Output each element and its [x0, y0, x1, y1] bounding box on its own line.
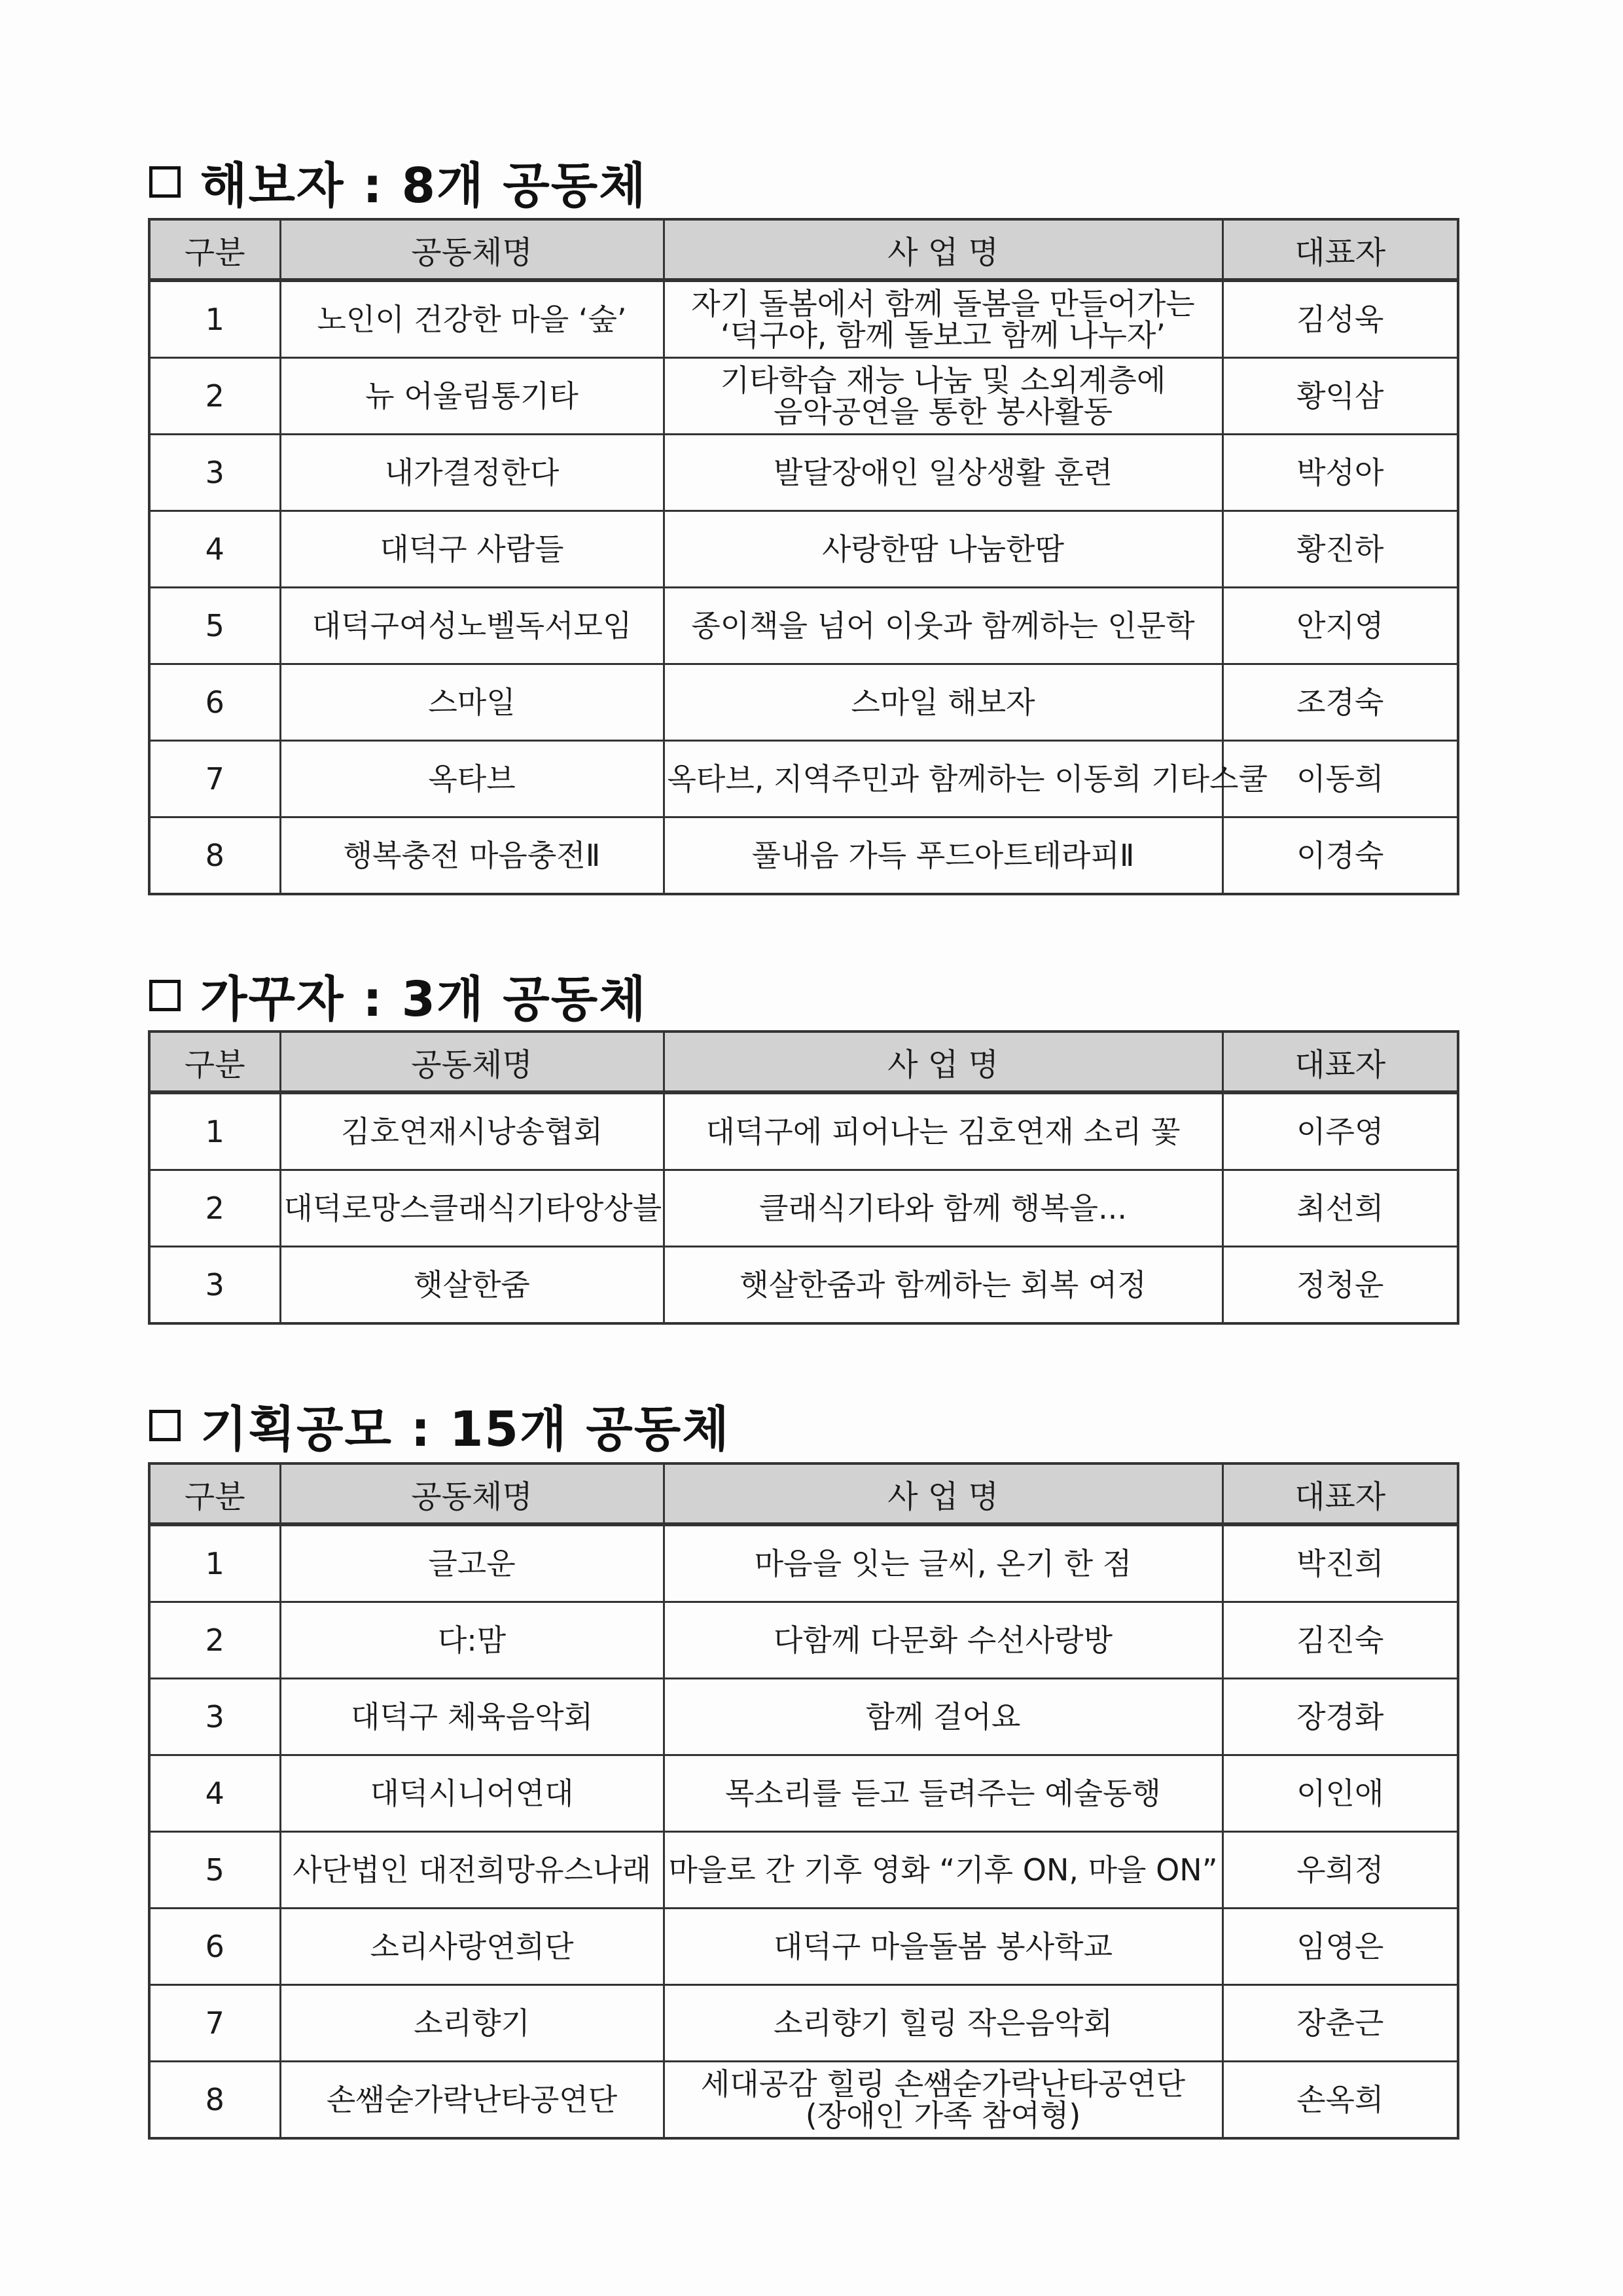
section-title-gakkuja: [149, 961, 647, 1030]
cell-rep: 손옥희: [1222, 2062, 1458, 2139]
cell-name: 스마일: [280, 664, 664, 741]
cell-name: 대덕시니어연대: [280, 1755, 664, 1832]
table-row: [149, 1524, 1458, 1602]
cell-project: 세대공감 힐링 손쌤숟가락난타공연단 (장애인 가족 참여형): [664, 2062, 1222, 2139]
cell-rep: 임영은: [1222, 1909, 1458, 1985]
cell-no: 3: [149, 1247, 280, 1324]
cell-no: 6: [149, 1909, 280, 1985]
table-row: [149, 1832, 1458, 1909]
cell-name: 소리향기: [280, 1985, 664, 2062]
cell-project: 스마일 해보자: [664, 664, 1222, 741]
cell-project: 풀내음 가득 푸드아트테라피Ⅱ: [664, 817, 1222, 895]
table-row: [149, 1092, 1458, 1170]
cell-rep: 이인애: [1222, 1755, 1458, 1832]
cell-name: 김호연재시낭송협회: [280, 1092, 664, 1170]
cell-project: 햇살한줌과 함께하는 회복 여정: [664, 1247, 1222, 1324]
cell-rep: 박성아: [1222, 435, 1458, 511]
cell-name: 대덕구여성노벨독서모임: [280, 588, 664, 664]
header-rep: 대표자: [1222, 1031, 1458, 1092]
cell-rep: 황익삼: [1222, 358, 1458, 435]
table-header-row: [149, 1031, 1458, 1092]
cell-project: 목소리를 듣고 들려주는 예술동행: [664, 1755, 1222, 1832]
cell-rep: 조경숙: [1222, 664, 1458, 741]
table-row: [149, 1755, 1458, 1832]
cell-name: 소리사랑연희단: [280, 1909, 664, 1985]
cell-rep: 이동희: [1222, 741, 1458, 817]
table-header-row: [149, 219, 1458, 280]
cell-no: 1: [149, 1092, 280, 1170]
cell-no: 8: [149, 817, 280, 895]
checkbox-square-icon: [149, 1410, 181, 1441]
cell-project: 마음을 잇는 글씨, 온기 한 점: [664, 1524, 1222, 1602]
cell-rep: 정청운: [1222, 1247, 1458, 1324]
cell-no: 5: [149, 588, 280, 664]
cell-no: 2: [149, 1602, 280, 1679]
cell-no: 1: [149, 1524, 280, 1602]
table-row: [149, 741, 1458, 817]
header-name: 공동체명: [280, 1031, 664, 1092]
table-row: [149, 358, 1458, 435]
cell-rep: 이주영: [1222, 1092, 1458, 1170]
cell-name: 사단법인 대전희망유스나래: [280, 1832, 664, 1909]
cell-rep: 최선희: [1222, 1170, 1458, 1247]
cell-rep: 김진숙: [1222, 1602, 1458, 1679]
cell-no: 3: [149, 1679, 280, 1755]
cell-project: 클래식기타와 함께 행복을...: [664, 1170, 1222, 1247]
table-row: [149, 2062, 1458, 2139]
table-planning: [148, 1462, 1459, 2140]
table-header-row: [149, 1463, 1458, 1524]
cell-project: 소리향기 힐링 작은음악회: [664, 1985, 1222, 2062]
cell-no: 7: [149, 741, 280, 817]
cell-rep: 이경숙: [1222, 817, 1458, 895]
cell-project: 함께 걸어요: [664, 1679, 1222, 1755]
cell-name: 햇살한줌: [280, 1247, 664, 1324]
table-row: [149, 664, 1458, 741]
cell-no: 1: [149, 280, 280, 358]
checkbox-square-icon: [149, 166, 181, 198]
cell-no: 4: [149, 1755, 280, 1832]
cell-rep: 박진희: [1222, 1524, 1458, 1602]
table-row: [149, 1985, 1458, 2062]
section-title-planning: [149, 1391, 730, 1460]
section-title-text: 가꾸자 : 3개 공동체: [200, 971, 647, 1028]
table-row: [149, 588, 1458, 664]
section-title-text: 기획공모 : 15개 공동체: [200, 1401, 730, 1458]
header-no: 구분: [149, 1031, 280, 1092]
header-rep: 대표자: [1222, 1463, 1458, 1524]
cell-project: 기타학습 재능 나눔 및 소외계층에 음악공연을 통한 봉사활동: [664, 358, 1222, 435]
table-row: [149, 1909, 1458, 1985]
cell-name: 손쌤숟가락난타공연단: [280, 2062, 664, 2139]
header-no: 구분: [149, 1463, 280, 1524]
cell-no: 5: [149, 1832, 280, 1909]
cell-rep: 안지영: [1222, 588, 1458, 664]
checkbox-square-icon: [149, 980, 181, 1011]
header-project: 사 업 명: [664, 1463, 1222, 1524]
header-project: 사 업 명: [664, 1031, 1222, 1092]
section-title-haboja: [149, 147, 647, 217]
cell-name: 대덕로망스클래식기타앙상블: [280, 1170, 664, 1247]
cell-name: 옥타브: [280, 741, 664, 817]
cell-rep: 우희정: [1222, 1832, 1458, 1909]
header-name: 공동체명: [280, 219, 664, 280]
cell-rep: 장춘근: [1222, 1985, 1458, 2062]
cell-project: 다함께 다문화 수선사랑방: [664, 1602, 1222, 1679]
cell-name: 노인이 건강한 마을 ‘숲’: [280, 280, 664, 358]
cell-rep: 김성욱: [1222, 280, 1458, 358]
cell-name: 뉴 어울림통기타: [280, 358, 664, 435]
table-haboja: [148, 218, 1459, 895]
table-row: [149, 1247, 1458, 1324]
cell-project: 마을로 간 기후 영화 “기후 ON, 마을 ON”: [664, 1832, 1222, 1909]
cell-project: 자기 돌봄에서 함께 돌봄을 만들어가는 ‘덕구야, 함께 돌보고 함께 나누자’: [664, 280, 1222, 358]
cell-rep: 황진하: [1222, 511, 1458, 588]
cell-project: 대덕구에 피어나는 김호연재 소리 꽃: [664, 1092, 1222, 1170]
cell-no: 8: [149, 2062, 280, 2139]
header-project: 사 업 명: [664, 219, 1222, 280]
cell-name: 대덕구 체육음악회: [280, 1679, 664, 1755]
table-row: [149, 817, 1458, 895]
cell-no: 2: [149, 1170, 280, 1247]
cell-name: 다:맘: [280, 1602, 664, 1679]
table-row: [149, 511, 1458, 588]
cell-no: 3: [149, 435, 280, 511]
section-title-text: 해보자 : 8개 공동체: [200, 158, 647, 214]
cell-project: 발달장애인 일상생활 훈련: [664, 435, 1222, 511]
cell-name: 대덕구 사람들: [280, 511, 664, 588]
table-row: [149, 280, 1458, 358]
cell-project: 대덕구 마을돌봄 봉사학교: [664, 1909, 1222, 1985]
table-row: [149, 1679, 1458, 1755]
header-rep: 대표자: [1222, 219, 1458, 280]
table-row: [149, 435, 1458, 511]
cell-no: 7: [149, 1985, 280, 2062]
cell-project: 종이책을 넘어 이웃과 함께하는 인문학: [664, 588, 1222, 664]
cell-name: 내가결정한다: [280, 435, 664, 511]
table-row: [149, 1170, 1458, 1247]
cell-name: 행복충전 마음충전Ⅱ: [280, 817, 664, 895]
header-name: 공동체명: [280, 1463, 664, 1524]
cell-rep: 장경화: [1222, 1679, 1458, 1755]
cell-no: 4: [149, 511, 280, 588]
header-no: 구분: [149, 219, 280, 280]
cell-project: 옥타브, 지역주민과 함께하는 이동희 기타스쿨: [664, 741, 1222, 817]
cell-name: 글고운: [280, 1524, 664, 1602]
cell-no: 6: [149, 664, 280, 741]
table-row: [149, 1602, 1458, 1679]
cell-project: 사랑한땀 나눔한땀: [664, 511, 1222, 588]
cell-no: 2: [149, 358, 280, 435]
table-gakkuja: [148, 1030, 1459, 1325]
